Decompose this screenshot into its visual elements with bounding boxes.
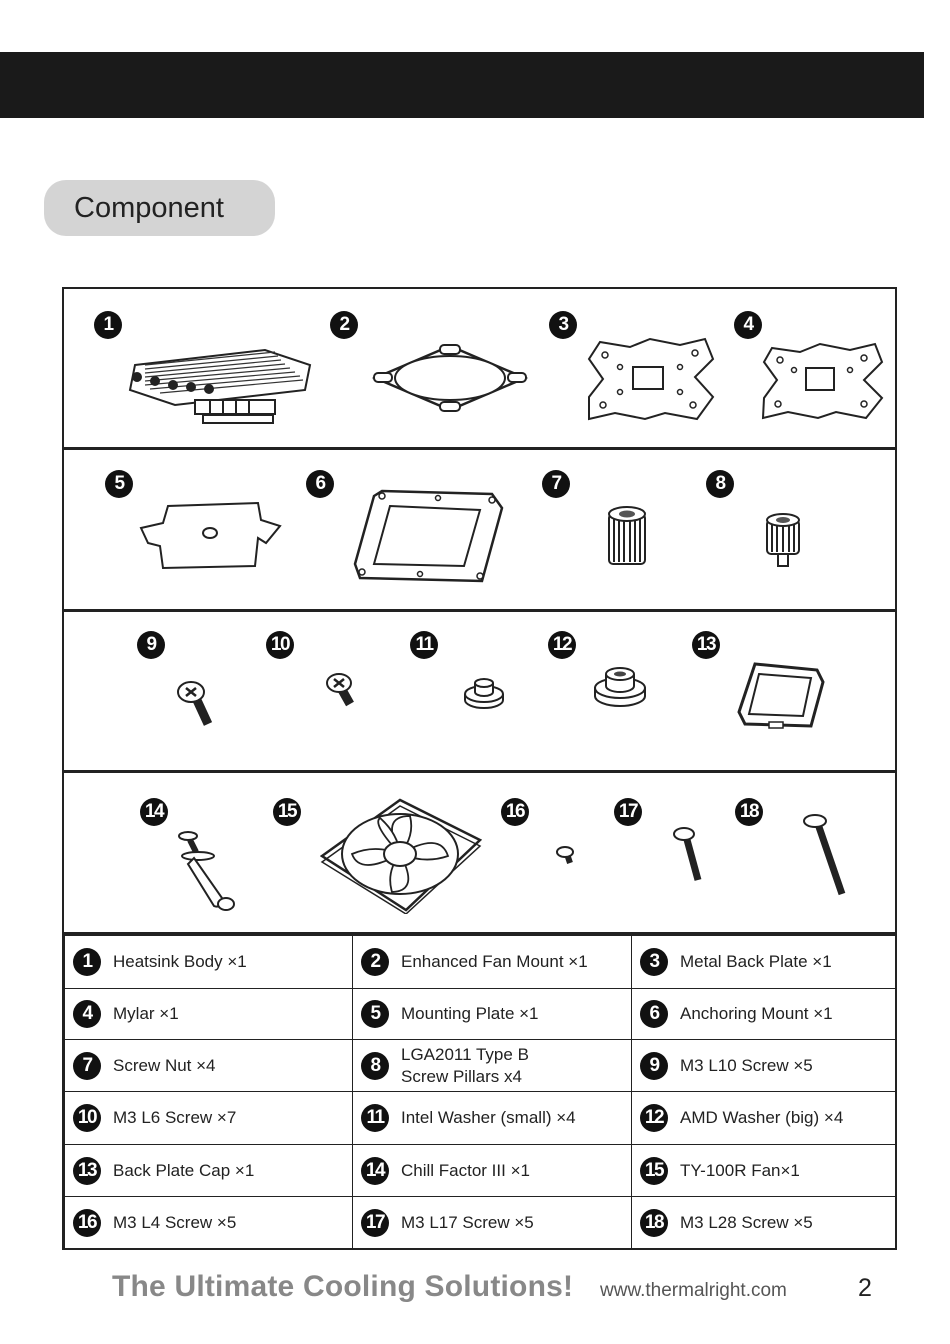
parts-list-table: [64, 935, 896, 1249]
m3-l4-screw-icon: [555, 844, 579, 866]
table-cell: [632, 936, 896, 989]
m3-l6-screw-icon: [324, 670, 360, 708]
part-number-badge: 4: [73, 1000, 101, 1028]
row-divider: [62, 609, 897, 612]
table-cell: [65, 1092, 353, 1145]
header-bar: [0, 52, 924, 118]
table-cell: [632, 1092, 896, 1145]
section-title: Component: [44, 180, 275, 236]
part-label-line: Screw Pillars x4: [401, 1066, 522, 1086]
anchoring-mount-icon: [352, 486, 507, 586]
part-number-badge: 3: [640, 948, 668, 976]
part-label: [401, 1044, 529, 1088]
part-number-badge: 17: [361, 1209, 389, 1237]
part-label: Mylar ×1: [113, 1004, 179, 1023]
part-number-badge: 16: [73, 1209, 101, 1237]
part-label: M3 L17 Screw ×5: [401, 1212, 534, 1232]
part-label: Anchoring Mount ×1: [680, 1004, 833, 1023]
part-number-badge: 14: [361, 1157, 389, 1185]
part-number-badge: 11: [361, 1104, 389, 1132]
part-number-badge: 15: [273, 798, 301, 826]
part-number-badge: 15: [640, 1157, 668, 1185]
footer-slogan: The Ultimate Cooling Solutions!: [112, 1270, 574, 1303]
table-cell: [353, 1197, 632, 1249]
part-number-badge: 4: [734, 311, 762, 339]
part-number-badge: 18: [735, 798, 763, 826]
table-cell: [353, 1092, 632, 1145]
part-number-badge: 8: [361, 1052, 389, 1080]
fan-mount-icon: [370, 342, 530, 414]
page-number: 2: [858, 1274, 872, 1302]
table-cell: [632, 1145, 896, 1197]
back-plate-cap-icon: [735, 660, 827, 732]
table-cell: [353, 936, 632, 989]
part-number-badge: 12: [640, 1104, 668, 1132]
intel-washer-icon: [462, 676, 506, 710]
part-label: TY-100R Fan×1: [680, 1160, 800, 1180]
part-number-badge: 5: [105, 470, 133, 498]
back-plate-icon: [585, 337, 715, 421]
part-number-badge: 6: [640, 1000, 668, 1028]
part-number-badge: 1: [94, 311, 122, 339]
part-label: M3 L28 Screw ×5: [680, 1212, 813, 1232]
part-number-badge: 9: [640, 1052, 668, 1080]
part-label: Intel Washer (small) ×4: [401, 1108, 576, 1127]
part-number-badge: 8: [706, 470, 734, 498]
part-label-line: LGA2011 Type B: [401, 1044, 529, 1064]
part-label: Heatsink Body ×1: [113, 952, 247, 971]
table-cell: [353, 1040, 632, 1092]
part-number-badge: 14: [140, 798, 168, 826]
part-label: AMD Washer (big) ×4: [680, 1108, 844, 1127]
table-cell: [65, 989, 353, 1040]
part-number-badge: 1: [73, 948, 101, 976]
table-cell: [65, 936, 353, 989]
part-number-badge: 3: [549, 311, 577, 339]
part-label: M3 L6 Screw ×7: [113, 1108, 237, 1127]
part-number-badge: 5: [361, 1000, 389, 1028]
part-number-badge: 18: [640, 1209, 668, 1237]
part-label: Screw Nut ×4: [113, 1055, 216, 1075]
part-number-badge: 16: [501, 798, 529, 826]
footer-url: www.thermalright.com: [600, 1280, 787, 1301]
part-number-badge: 12: [548, 631, 576, 659]
heatsink-body-icon: [115, 345, 315, 430]
mylar-icon: [760, 340, 885, 420]
part-label: Enhanced Fan Mount ×1: [401, 952, 588, 971]
fan-icon: [320, 796, 482, 914]
screw-pillar-icon: [763, 512, 803, 570]
part-number-badge: 2: [330, 311, 358, 339]
table-cell: [353, 989, 632, 1040]
part-number-badge: 2: [361, 948, 389, 976]
part-label: Chill Factor III ×1: [401, 1160, 530, 1180]
part-number-badge: 7: [73, 1052, 101, 1080]
table-cell: [632, 1197, 896, 1249]
m3-l28-screw-icon: [802, 812, 850, 898]
mounting-plate-icon: [138, 498, 283, 570]
table-cell: [353, 1145, 632, 1197]
screw-nut-icon: [606, 504, 648, 568]
part-number-badge: 10: [266, 631, 294, 659]
part-number-badge: 11: [410, 631, 438, 659]
table-cell: [65, 1145, 353, 1197]
part-number-badge: 13: [73, 1157, 101, 1185]
table-cell: [65, 1040, 353, 1092]
part-number-badge: 17: [614, 798, 642, 826]
thermal-paste-icon: [174, 826, 238, 912]
part-label: Mounting Plate ×1: [401, 1004, 539, 1023]
part-label: Back Plate Cap ×1: [113, 1160, 255, 1180]
part-number-badge: 10: [73, 1104, 101, 1132]
amd-washer-icon: [592, 664, 648, 708]
m3-l17-screw-icon: [672, 826, 706, 884]
part-label: Metal Back Plate ×1: [680, 952, 832, 971]
m3-l10-screw-icon: [176, 678, 216, 728]
part-label: M3 L10 Screw ×5: [680, 1055, 813, 1075]
row-divider: [62, 770, 897, 773]
table-cell: [632, 989, 896, 1040]
part-number-badge: 9: [137, 631, 165, 659]
part-number-badge: 6: [306, 470, 334, 498]
table-cell: [632, 1040, 896, 1092]
part-number-badge: 13: [692, 631, 720, 659]
part-number-badge: 7: [542, 470, 570, 498]
part-label: M3 L4 Screw ×5: [113, 1212, 237, 1232]
table-cell: [65, 1197, 353, 1249]
row-divider: [62, 447, 897, 450]
